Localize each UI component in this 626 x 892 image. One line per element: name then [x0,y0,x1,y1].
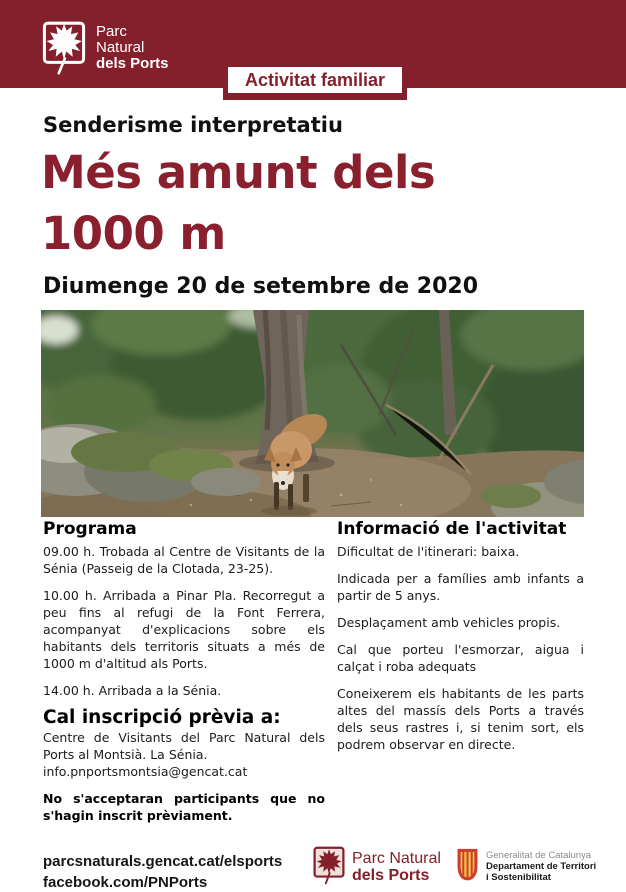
activity-badge-inner [228,67,402,93]
program-heading: Programa [43,519,137,539]
program-section [43,521,325,824]
park-logo-line1: Parc [96,23,127,40]
park-logo-line2: Natural [96,39,145,56]
info-item: Indicada per a famílies amb infants a partir de 5 anys. [337,571,584,603]
registration-heading: Cal inscripció prèvia a: [43,707,281,728]
generalitat-line3: i Sostenibilitat [486,872,551,883]
program-item: 09.00 h. Trobada al Centre de Visitants de la Sénia (Passeig de la Clotada, 23-25). [43,544,325,576]
footer-park-logo-text [352,850,441,884]
park-logo-text [96,24,169,72]
main-title [41,142,435,264]
program-item: 14.00 h. Arribada a la Sénia. [43,683,222,698]
main-title-line2: 1000 m [41,207,226,260]
generalitat-logo-text [486,850,596,883]
footer-links [43,851,282,892]
activity-badge-label: Activitat familiar [244,69,386,90]
info-item: Desplaçament amb vehicles propis. [337,615,561,630]
info-item: Cal que porteu l'esmorzar, aigua i calçat i roba adequats [337,642,584,674]
main-title-line1: Més amunt dels [41,146,436,199]
footer-website-link[interactable]: parcsnaturals.gencat.cat/elsports [43,853,283,870]
registration-address: Centre de Visitants del Parc Natural dels Ports al Montsià. La Sénia. [43,730,325,762]
generalitat-line1: Generalitat de Catalunya [486,850,592,861]
park-logo-line3: dels Ports [96,55,169,72]
activity-photo-fox-forest [41,310,584,517]
park-leaf-icon [42,21,86,75]
info-item: Coneixerem els habitants de les parts altes del massís dels Ports a través dels seus rastres i, si tenim sort, els podrem observar en directe. [337,686,584,752]
activity-badge [223,62,407,100]
footer-park-line1: Parc Natural [352,850,441,867]
footer-facebook-link[interactable]: facebook.com/PNPorts [43,874,208,891]
footer-park-line2: dels Ports [352,867,430,884]
event-date: Diumenge 20 de setembre de 2020 [43,274,479,299]
info-item: Dificultat de l'itinerari: baixa. [337,544,520,559]
senyera-shield-icon [456,848,479,882]
info-heading: Informació de l'activitat [337,519,567,539]
info-section [337,521,584,753]
program-item: 10.00 h. Arribada a Pinar Pla. Recorregut a peu fins al refugi de la Font Ferrera, acompanyat d'explicacions sobre els habitants dels territoris situats a més de 1000 m d'altitud als Ports. [43,588,325,671]
kicker-title: Senderisme interpretatiu [43,113,343,137]
registration-email[interactable]: info.pnportsmontsia@gencat.cat [43,764,248,779]
generalitat-line2: Departament de Territori [486,861,597,872]
footer-park-leaf-icon [313,846,345,886]
registration-warning: No s'acceptaran participants que no s'hagin inscrit prèviament. [43,791,325,823]
